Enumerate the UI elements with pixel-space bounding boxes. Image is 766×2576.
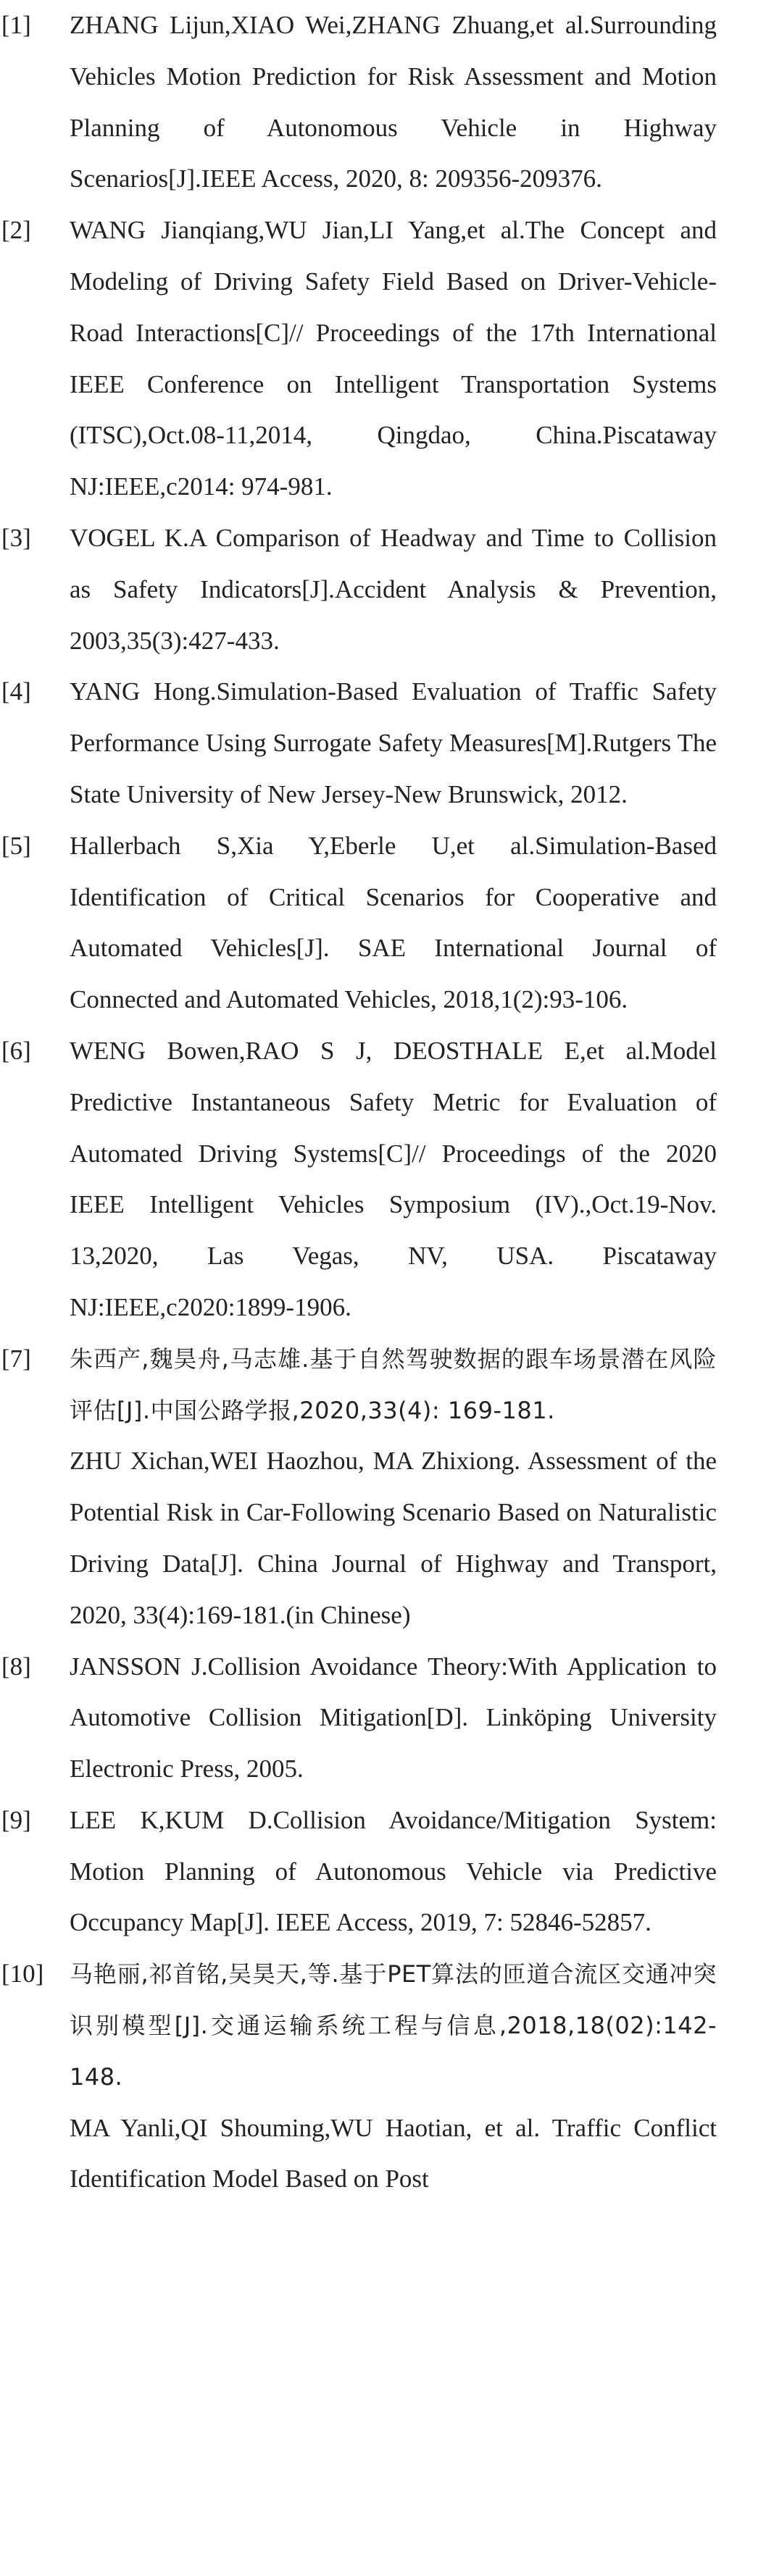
reference-item bbox=[0, 1795, 766, 1949]
reference-number: [4] bbox=[1, 677, 31, 706]
reference-text: LEE K,KUM D.Collision Avoidance/Mitigation System: Motion Planning of Autonomous Vehicle via Predictive Occupancy Map[J]. IEEE Access, 2019, 7: 52846-52857. bbox=[70, 1805, 717, 1937]
reference-text: YANG Hong.Simulation-Based Evaluation of Traffic Safety Performance Using Surrogate Safety Measures[M].Rutgers The State University of New Jersey-New Brunswick, 2012. bbox=[70, 677, 717, 808]
reference-text: WANG Jianqiang,WU Jian,LI Yang,et al.The Concept and Modeling of Driving Safety Field Based on Driver-Vehicle-Road Interactions[C]// Proceedings of the 17th International IEEE Conference on Intelligent Transportation Systems (ITSC),Oct.08-11,2014, Qingdao, China.Piscataway NJ:IEEE,c2014: 974-981. bbox=[70, 216, 717, 501]
reference-number: [2] bbox=[1, 216, 31, 245]
reference-text-chinese: 朱西产,魏昊舟,马志雄.基于自然驾驶数据的跟车场景潜在风险评估[J].中国公路学报,2020,33(4): 169-181. bbox=[70, 1345, 717, 1424]
reference-number: [5] bbox=[1, 831, 31, 860]
reference-number: [9] bbox=[1, 1805, 31, 1834]
reference-text: JANSSON J.Collision Avoidance Theory:With Application to Automotive Collision Mitigation[D]. Linköping University Electronic Press, 2005. bbox=[70, 1652, 717, 1783]
reference-text: ZHANG Lijun,XIAO Wei,ZHANG Zhuang,et al.Surrounding Vehicles Motion Prediction for Risk Assessment and Motion Planning of Autonomous Vehicle in Highway Scenarios[J].IEEE Access, 2020, 8: 209356-209376. bbox=[70, 11, 717, 193]
reference-number: [10] bbox=[1, 1960, 44, 1989]
reference-text: WENG Bowen,RAO S J, DEOSTHALE E,et al.Model Predictive Instantaneous Safety Metric for Evaluation of Automated Driving Systems[C]// Proceedings of the 2020 IEEE Intelligent Vehicles Symposium (IV).,Oct.19-Nov. 13,2020, Las Vegas, NV, USA. Piscataway NJ:IEEE,c2020:1899-1906. bbox=[70, 1036, 717, 1321]
reference-number: [3] bbox=[1, 523, 31, 552]
reference-number: [8] bbox=[1, 1652, 31, 1681]
reference-text: Hallerbach S,Xia Y,Eberle U,et al.Simulation-Based Identification of Critical Scenarios for Cooperative and Automated Vehicles[J]. SAE International Journal of Connected and Automated Vehicles, 2018,1(2):93-106. bbox=[70, 831, 717, 1014]
reference-item bbox=[0, 0, 766, 205]
reference-text-chinese: 马艳丽,祁首铭,吴昊天,等.基于PET算法的匝道合流区交通冲突识别模型[J].交通运输系统工程与信息,2018,18(02):142-148. bbox=[70, 1960, 717, 2091]
reference-item bbox=[0, 1642, 766, 1795]
reference-item bbox=[0, 666, 766, 820]
reference-item bbox=[0, 1334, 766, 1642]
reference-item bbox=[0, 513, 766, 666]
reference-item bbox=[0, 205, 766, 513]
reference-number: [1] bbox=[1, 11, 31, 39]
reference-item bbox=[0, 1949, 766, 2205]
reference-text-english: MA Yanli,QI Shouming,WU Haotian, et al. Traffic Conflict Identification Model Based on Post bbox=[70, 2113, 717, 2194]
reference-number: [7] bbox=[1, 1344, 31, 1373]
reference-item bbox=[0, 821, 766, 1026]
reference-number: [6] bbox=[1, 1036, 31, 1065]
reference-text: VOGEL K.A Comparison of Headway and Time to Collision as Safety Indicators[J].Accident Analysis & Prevention, 2003,35(3):427-433. bbox=[70, 523, 717, 655]
reference-text-english: ZHU Xichan,WEI Haozhou, MA Zhixiong. Assessment of the Potential Risk in Car-Following Scenario Based on Naturalistic Driving Data[J]. China Journal of Highway and Transport, 2020, 33(4):169-181.(in Chinese) bbox=[70, 1447, 717, 1629]
reference-item bbox=[0, 1026, 766, 1334]
